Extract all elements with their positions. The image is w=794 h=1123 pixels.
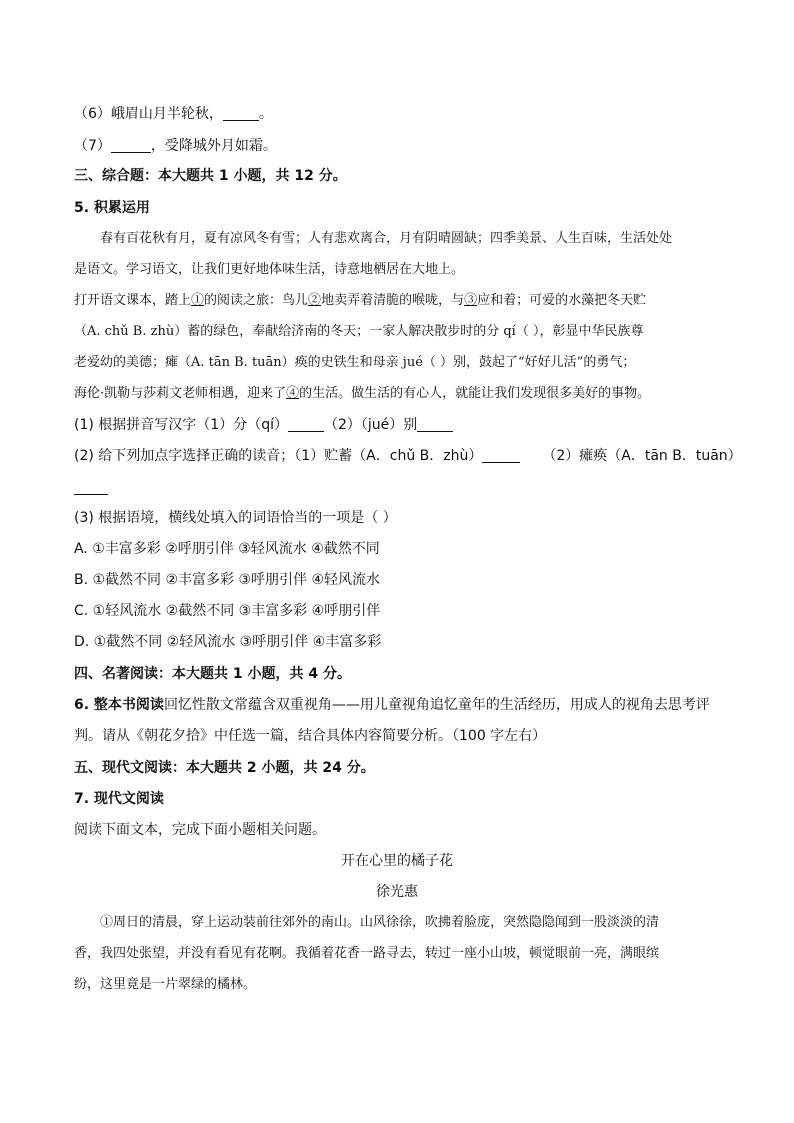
option-b[interactable]: B. ①截然不同 ②丰富多彩 ③呼朋引伴 ④轻风流水 [74, 572, 381, 588]
q5-passage-line-1: 春有百花秋有月，夏有凉风冬有雪；人有悲欢离合，月有阴晴圆缺；四季美景、人生百味，生活处处 [100, 231, 673, 246]
answer-blank[interactable] [417, 417, 453, 432]
question-6-label: 6. 整本书阅读 [74, 697, 164, 713]
question-5-title: 5. 积累运用 [74, 200, 150, 216]
poem-line-6-end: 。 [258, 106, 273, 122]
article-paragraph-line-2: 香，我四处张望，并没有看见有花啊。我循着花香一路寻去，转过一座小山坡，顿觉眼前一亮，满眼缤 [74, 946, 660, 961]
answer-blank[interactable] [288, 417, 324, 432]
option-a[interactable]: A. ①丰富多彩 ②呼朋引伴 ③轻风流水 ④截然不同 [74, 541, 380, 557]
section-5-heading: 五、现代文阅读：本大题共 2 小题，共 24 分。 [74, 760, 375, 776]
q5-subquestion-2 [74, 446, 742, 466]
passage-text: 的阅读之旅：鸟儿 [204, 293, 309, 308]
passage-text: 地卖弄着清脆的喉咙，与 [321, 293, 465, 308]
subquestion-text: （2）瘫痪（A．tān B．tuān） [542, 448, 742, 464]
q5-subquestion-1 [74, 415, 453, 435]
q5-passage-line-2: 是语文。学习语文，让我们更好地体味生活，诗意地栖居在大地上。 [74, 262, 465, 277]
question-7-title: 7. 现代文阅读 [74, 791, 164, 807]
q5-subquestion-3: (3) 根据语境，横线处填入的词语恰当的一项是（ ） [74, 510, 397, 526]
answer-blank[interactable] [74, 480, 108, 495]
section-3-heading: 三、综合题：本大题共 1 小题，共 12 分。 [74, 168, 347, 184]
q5-passage-line-5: 老爱幼的美德；瘫（A. tān B. tuān）痪的史铁生和母亲 jué（ ）别，鼓起了“好好儿活”的勇气； [74, 355, 636, 370]
passage-text: 的生活。做生活的有心人，就能让我们发现很多美好的事物。 [299, 386, 651, 401]
q5-passage-line-6 [74, 384, 650, 404]
option-d[interactable]: D. ①截然不同 ②轻风流水 ③呼朋引伴 ④丰富多彩 [74, 634, 382, 650]
blank-marker-2: ② [308, 293, 322, 308]
answer-blank[interactable] [482, 448, 520, 463]
q5-passage-line-3 [74, 291, 646, 311]
article-title: 开在心里的橘子花 [341, 853, 453, 869]
poem-line-6-text: （6）峨眉山月半轮秋， [74, 106, 223, 122]
answer-blank[interactable] [111, 138, 151, 153]
poem-line-7 [74, 136, 277, 156]
article-paragraph-line-1: ①周日的清晨，穿上运动装前往郊外的南山。山风徐徐，吹拂着脸庞，突然隐隐闻到一股淡淡的清 [100, 915, 660, 930]
blank-marker-3: ③ [464, 293, 478, 308]
subquestion-text: (2) 给下列加点字选择正确的读音；（1）贮蓄（A．chǔ B．zhù） [74, 448, 483, 464]
blank-marker-1: ① [191, 293, 205, 308]
question-6-line-2: 判。请从《朝花夕拾》中任选一篇，结合具体内容简要分析。（100 字左右） [74, 728, 547, 744]
question-6-line-1 [74, 695, 710, 715]
poem-line-6 [74, 104, 273, 124]
question-7-instructions: 阅读下面文本，完成下面小题相关问题。 [74, 822, 326, 838]
option-c[interactable]: C. ①轻风流水 ②截然不同 ③丰富多彩 ④呼朋引伴 [74, 603, 381, 619]
passage-text: 海伦·凯勒与莎莉文老师相遇，迎来了 [74, 386, 287, 401]
subquestion-text: (1) 根据拼音写汉字（1）分（qí） [74, 417, 288, 433]
passage-text: 应和着；可爱的水藻把冬天贮 [477, 293, 647, 308]
subquestion-text: （2）（jué）别 [323, 417, 418, 433]
q5-subquestion-2-blank [74, 478, 108, 498]
q5-passage-line-4: （A. chǔ B. zhù）蓄的绿色，奉献给济南的冬天；一家人解决散步时的分 qí（ ），彰显中华民族尊 [74, 324, 644, 339]
article-paragraph-line-3: 纷，这里竟是一片翠绿的橘林。 [74, 977, 257, 992]
answer-blank[interactable] [223, 106, 259, 121]
blank-marker-4: ④ [286, 386, 300, 401]
poem-line-7-label: （7） [74, 138, 111, 154]
section-4-heading: 四、名著阅读：本大题共 1 小题，共 4 分。 [74, 666, 351, 682]
article-author: 徐光惠 [376, 884, 418, 900]
question-6-text: 回忆性散文常蕴含双重视角——用儿童视角追忆童年的生活经历，用成人的视角去思考评 [163, 697, 710, 713]
passage-text: 打开语文课本，踏上 [74, 293, 192, 308]
poem-line-7-text: ，受降城外月如霜。 [150, 138, 277, 154]
